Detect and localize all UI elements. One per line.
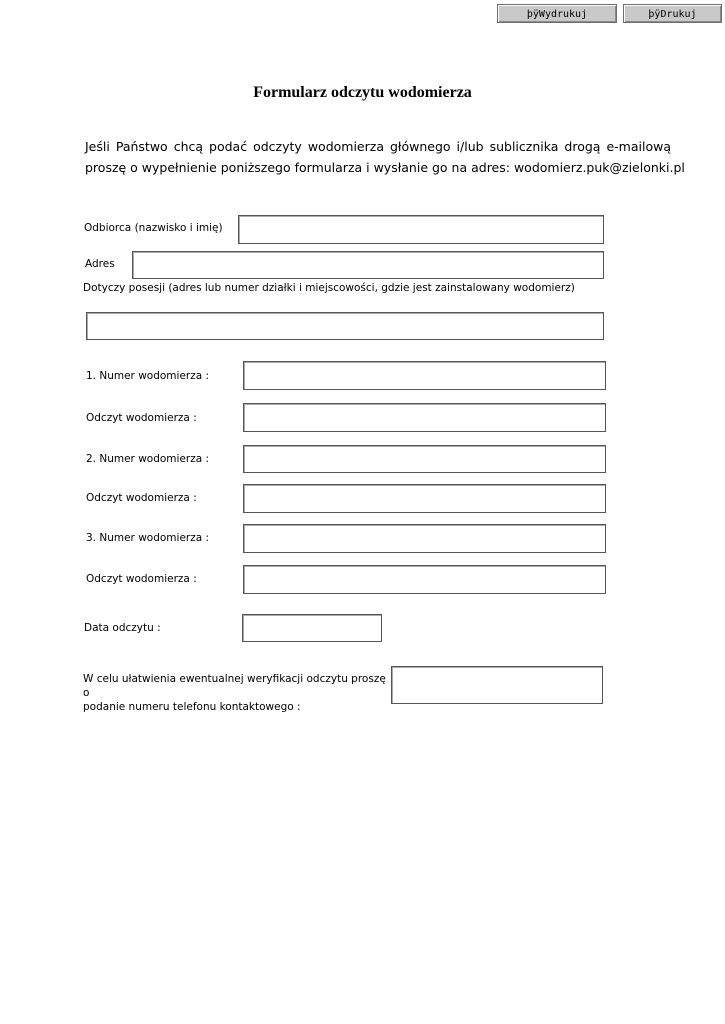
meter-3-reading-label: Odczyt wodomierza : bbox=[86, 573, 197, 585]
recipient-label: Odbiorca (nazwisko i imię) bbox=[84, 222, 223, 234]
meter-1-number-input[interactable] bbox=[243, 361, 606, 390]
meter-3-number-label: 3. Numer wodomierza : bbox=[86, 532, 210, 544]
intro-line-1: Jeśli Państwo chcą podać odczyty wodomierza głównego i/lub sublicznika drogą e-mailową bbox=[85, 139, 671, 154]
meter-2-reading-input[interactable] bbox=[243, 484, 606, 513]
date-label: Data odczytu : bbox=[84, 622, 161, 634]
print-button[interactable]: þÿWydrukuj bbox=[497, 4, 617, 23]
meter-1-number-label: 1. Numer wodomierza : bbox=[86, 370, 210, 382]
phone-input[interactable] bbox=[391, 666, 603, 704]
meter-2-number-label: 2. Numer wodomierza : bbox=[86, 453, 210, 465]
address-input[interactable] bbox=[132, 251, 604, 279]
meter-2-reading-label: Odczyt wodomierza : bbox=[86, 492, 197, 504]
meter-3-reading-input[interactable] bbox=[243, 565, 606, 594]
phone-label-line-1: W celu ułatwienia ewentualnej weryfikacji odczytu proszę o bbox=[83, 673, 386, 699]
property-input[interactable] bbox=[86, 312, 604, 340]
meter-1-reading-label: Odczyt wodomierza : bbox=[86, 412, 197, 424]
recipient-input[interactable] bbox=[238, 215, 604, 244]
intro-paragraph bbox=[85, 136, 685, 178]
clear-button[interactable]: þÿDrukuj bbox=[623, 4, 722, 23]
meter-3-number-input[interactable] bbox=[243, 524, 606, 553]
meter-2-number-input[interactable] bbox=[243, 445, 606, 473]
date-input[interactable] bbox=[242, 614, 382, 642]
form-title: Formularz odczytu wodomierza bbox=[253, 84, 472, 101]
intro-line-2: proszę o wypełnienie poniższego formularza i wysłanie go na adres: wodomierz.puk@zielonki.pl bbox=[85, 160, 685, 175]
phone-label bbox=[83, 672, 388, 714]
phone-label-line-2: podanie numeru telefonu kontaktowego : bbox=[83, 701, 301, 713]
address-label: Adres bbox=[85, 258, 115, 270]
property-label: Dotyczy posesji (adres lub numer działki i miejscowości, gdzie jest zainstalowany wodomierz) bbox=[83, 282, 575, 294]
meter-1-reading-input[interactable] bbox=[243, 403, 606, 432]
